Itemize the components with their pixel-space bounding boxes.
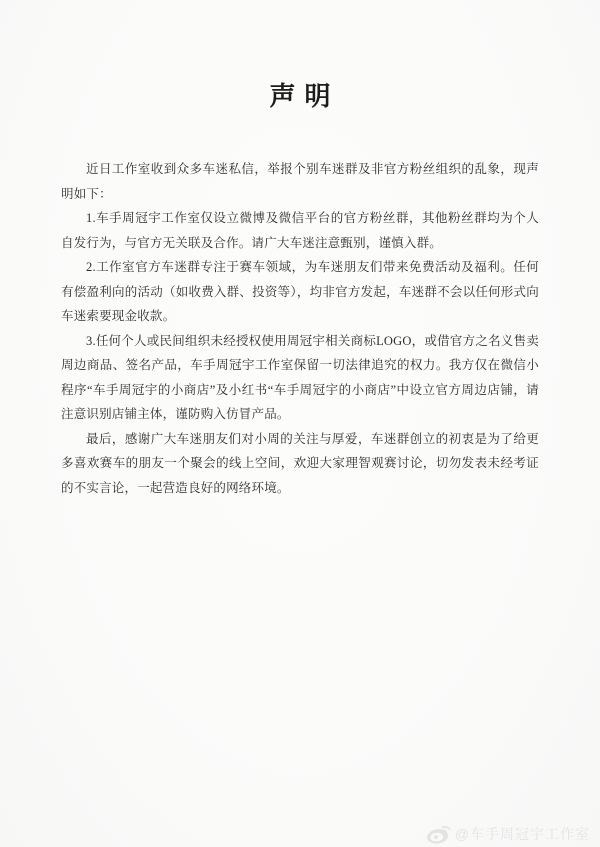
statement-paragraph-item-3: 3.任何个人或民间组织未经授权使用周冠宇相关商标LOGO，或借官方之名义售卖周边商品、签名产品，车手周冠宇工作室保留一切法律追究的权力。我方仅在微信小程序“车手周冠宇的小商店”及小红书“车手周冠宇的小商店”中设立官方周边店铺，请注意识别店铺主体，谨防购入仿冒产品。 [61,333,539,421]
weibo-icon [426,823,452,844]
statement-paragraph-item-1: 1.车手周冠宇工作室仅设立微博及微信平台的官方粉丝群，其他粉丝群均为个人自发行为，与官方无关联及合作。请广大车迷注意甄别，谨慎入群。 [61,211,539,250]
statement-body [61,157,539,500]
statement-title: 声明 [269,82,340,111]
watermark-text: @车手周冠宇工作室 [454,825,590,842]
watermark [426,823,590,844]
statement-paragraph-closing: 最后，感谢广大车迷朋友们对小周的关注与厚爱，车迷群创立的初衷是为了给更多喜欢赛车的朋友一个聚会的线上空间，欢迎大家理智观赛讨论，切勿发表未经考证的不实言论，一起营造良好的网络环境。 [61,431,539,495]
statement-paragraph-intro: 近日工作室收到众多车迷私信，举报个别车迷群及非官方粉丝组织的乱象，现声明如下： [61,162,539,201]
statement-paragraph-item-2: 2.工作室官方车迷群专注于赛车领域，为车迷朋友们带来免费活动及福利。任何有偿盈利向的活动（如收费入群、投资等），均非官方发起，车迷群不会以任何形式向车迷索要现金收款。 [61,260,539,323]
